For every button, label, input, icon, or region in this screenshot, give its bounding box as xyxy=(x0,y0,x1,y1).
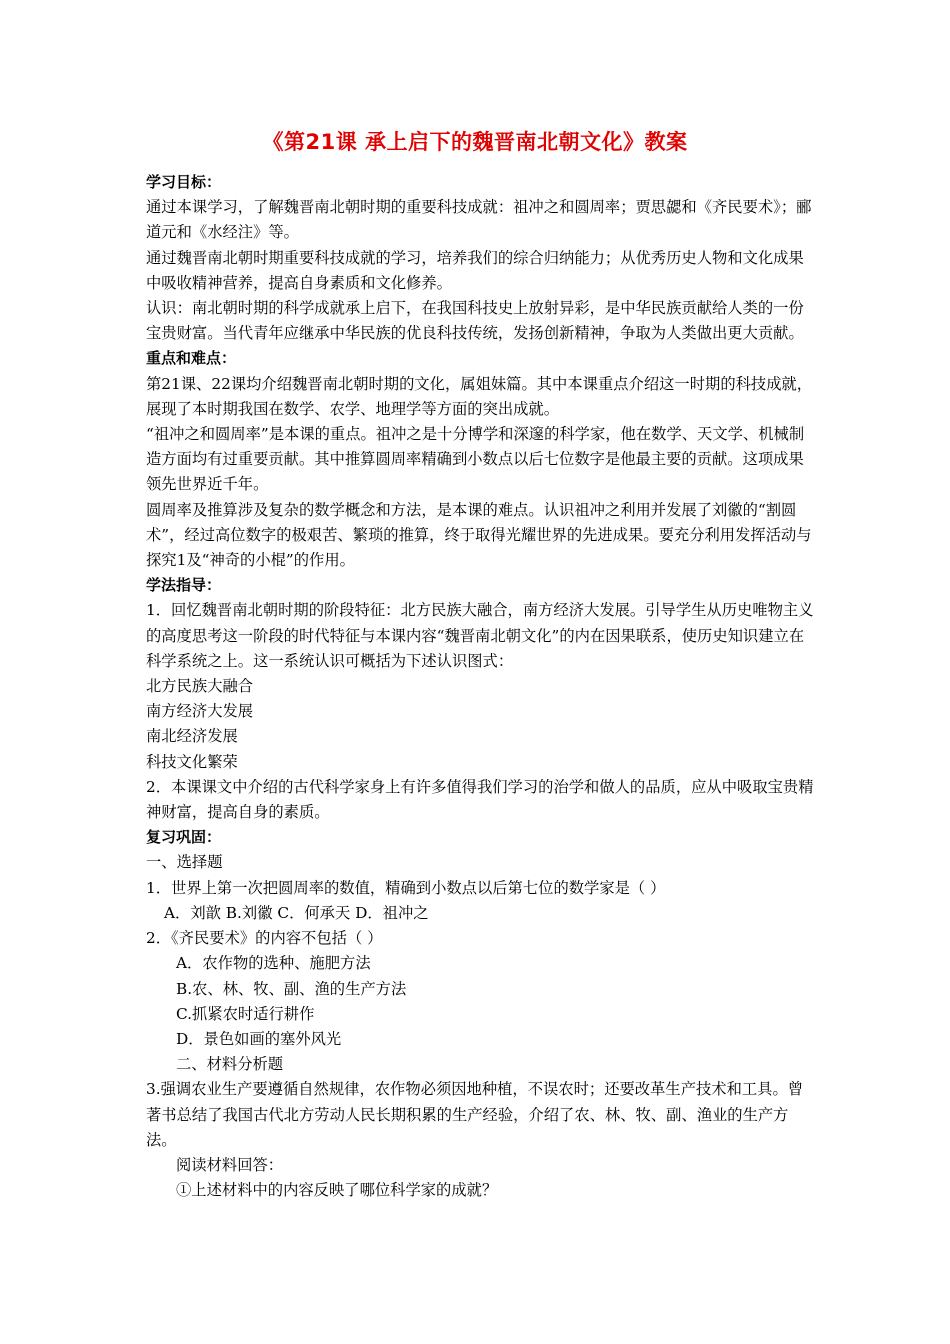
question-3-prompt: 阅读材料回答： xyxy=(176,1155,284,1174)
method-paragraph: 1．回忆魏晋南北朝时期的阶段特征：北方民族大融合，南方经济大发展。引导学生从历史唯物主义的高度思考这一阶段的时代特征与本课内容“魏晋南北朝文化”的内在因果联系，使历史知识建立在科学系统之上。这一系统认识可概括为下述认识图式： xyxy=(146,601,814,670)
key-paragraph: 圆周率及推算涉及复杂的数学概念和方法，是本课的难点。认识祖冲之利用并发展了刘徽的“割圆术”，经过高位数字的极艰苦、繁琐的推算，终于取得光耀世界的先进成果。要充分利用发挥活动与探究1及“神奇的小棍”的作用。 xyxy=(146,500,812,570)
goal-paragraph: 通过本课学习，了解魏晋南北朝时期的重要科技成就：祖冲之和圆周率；贾思勰和《齐民要术》；郦道元和《水经注》等。 xyxy=(146,198,812,242)
goal-paragraph: 认识：南北朝时期的科学成就承上启下，在我国科技史上放射异彩，是中华民族贡献给人类的一份宝贵财富。当代青年应继承中华民族的优良科技传统，发扬创新精神，争取为人类做出更大贡献。 xyxy=(146,299,804,343)
question-2-option: A．农作物的选种、施肥方法 xyxy=(176,954,371,973)
question-1: 1．世界上第一次把圆周率的数值，精确到小数点以后第七位的数学家是（ ） xyxy=(146,878,666,897)
question-2: 2．《齐民要术》的内容不包括（ ） xyxy=(146,929,383,948)
question-3: 3.强调农业生产要遵循自然规律，农作物必须因地种植，不误农时；还要改革生产技术和工具。曾著书总结了我国古代北方劳动人民长期积累的生产经验，介绍了农、林、牧、副、渔业的生产方法。 xyxy=(146,1080,804,1149)
review-heading: 复习巩固： xyxy=(146,828,222,847)
review-part-2: 二、材料分析题 xyxy=(176,1055,284,1074)
key-paragraph: “祖冲之和圆周率”是本课的重点。祖冲之是十分博学和深邃的科学家，他在数学、天文学、机械制造方面均有过重要贡献。其中推算圆周率精确到小数点以后七位数字是他最主要的贡献。这项成果领先世界近千年。 xyxy=(146,425,805,494)
schema-line: 北方民族大融合 xyxy=(146,677,254,696)
question-3-sub-1: ①上述材料中的内容反映了哪位科学家的成就？ xyxy=(176,1181,498,1200)
schema-line: 科技文化繁荣 xyxy=(146,752,238,771)
method-paragraph: 2．本课课文中介绍的古代科学家身上有许多值得我们学习的治学和做人的品质，应从中吸取宝贵精神财富，提高自身的素质。 xyxy=(146,777,814,822)
question-1-options: A．刘歆 B.刘徽 C．何承天 D．祖冲之 xyxy=(164,903,429,922)
goals-heading: 学习目标： xyxy=(146,173,222,191)
goal-paragraph: 通过魏晋南北朝时期重要科技成就的学习，培养我们的综合归纳能力；从优秀历史人物和文化成果中吸收精神营养，提高自身素质和文化修养。 xyxy=(146,248,804,292)
document-body xyxy=(146,170,814,1203)
method-heading: 学法指导： xyxy=(146,576,222,595)
question-2-option: D．景色如画的塞外风光 xyxy=(176,1029,342,1048)
document-title: 《第21课 承上启下的魏晋南北朝文化》教案 xyxy=(262,130,688,154)
question-2-option: C.抓紧农时适行耕作 xyxy=(176,1004,315,1023)
schema-line: 南北经济发展 xyxy=(146,727,238,746)
key-paragraph: 第21课、22课均介绍魏晋南北朝时期的文化，属姐妹篇。其中本课重点介绍这一时期的科技成就，展现了本时期我国在数学、农学、地理学等方面的突出成就。 xyxy=(146,374,813,418)
question-2-option: B.农、林、牧、副、渔的生产方法 xyxy=(176,979,407,998)
schema-line: 南方经济大发展 xyxy=(146,702,254,721)
review-part-1: 一、选择题 xyxy=(146,853,223,872)
key-heading: 重点和难点： xyxy=(146,349,237,368)
